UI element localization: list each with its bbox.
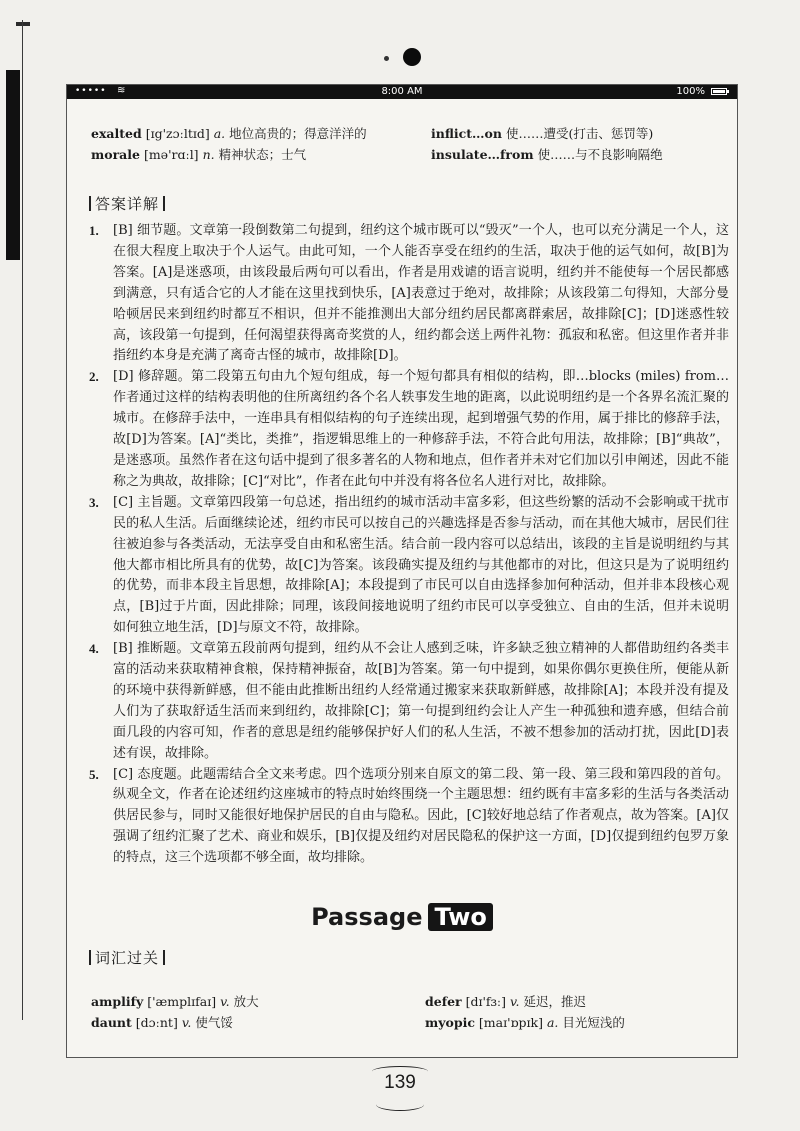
sensor-dot: [384, 56, 389, 61]
camera-icon: [403, 48, 421, 66]
answer-item: 1. [B] 细节题。文章第一段倒数第二句提到，纽约这个城市既可以“毁灭”一个人，也可以充分满足一个人，这在很大程度上取决于个人运气。由此可知，一个人能否享受在纽约的生活，取决于他的运气如何，故[B]为答案。[A]是迷惑项，由该段最后两句可以看出，作者是用戏谑的语言说明，纽约并不能使每一个居民都感到满意，只有适合它的人才能在这里找到快乐，[A]表意过于绝对，故排除；从该段第二句得知，大部分曼哈顿居民来到纽约时都互不相识，但并不能推测出大部分纽约居民都离群索居，故排除[C]；[D]迷惑性较高，该段第一句提到，任何渴望获得离奇奖赏的人，纽约都会送上两件礼物：孤寂和私密。但这里作者并非指纽约本身是充满了离奇古怪的城市，故排除[D]。: [89, 223, 729, 364]
status-bar: [67, 85, 737, 99]
vocab-item: amplify ['æmplɪfaɪ] v. 放大: [91, 994, 259, 1009]
status-time: 8:00 AM: [381, 86, 423, 97]
answer-item: 3. [C] 主旨题。文章第四段第一句总述，指出纽约的城市活动丰富多彩，但这些纷繁的活动不会影响或干扰市民的私人生活。后面继续论述，纽约市民可以按自己的兴趣选择是否参与活动，而在其他大城市，居民们往往被迫参与各类活动，无法享受自由和私密生活。结合前一段内容可以总结出，该段的主旨是说明纽约与其他大都市相比所具有的优势，故[C]为答案。该段确实提及纽约与其他都市的对比，但这只是为了说明纽约的优势，而非本段主旨思想，故排除[A]；本段提到了市民可以自由选择参加何种活动，但并非本段核心观点，[B]过于片面，因此排除；同理，该段间接地说明了纽约市民可以享受独立、自由的生活，但并未说明如何独立地生活，[D]与原文不符，故排除。: [89, 494, 729, 636]
binding-mark: [6, 70, 20, 260]
vocab-item: myopic [maɪ'ɒpɪk] a. 目光短浅的: [425, 1015, 625, 1030]
battery-icon: [711, 88, 727, 95]
vocab-item: exalted [ɪg'zɔːltɪd] a. 地位高贵的；得意洋洋的: [91, 126, 367, 141]
vocab-item: insulate…from 使……与不良影响隔绝: [431, 147, 663, 162]
answers-heading: 答案详解: [85, 193, 169, 214]
passage-title: Passage Two: [67, 903, 737, 931]
vocab-item: daunt [dɔːnt] v. 使气馁: [91, 1015, 233, 1030]
tablet-screen: [66, 84, 738, 1058]
signal-icon: •••••: [75, 86, 107, 96]
answer-item: 2. [D] 修辞题。第二段第五句由九个短句组成，每一个短句都具有相似的结构，即…blocks (miles) from…作者通过这样的结构表明他的住所离纽约各个名人轶事发生地的距离，以此说明纽约是一个各界名流汇聚的城市。在修辞手法中，一连串具有相似结构的句子连续出现，起到增强气势的作用，属于排比的修辞手法，故[D]为答案。[A]“类比，类推”，指逻辑思维上的一种修辞手法，不符合此句用法，故排除；[B]“典故”，是迷惑项。虽然作者在这句话中提到了很多著名的人物和地点，但作者并未对它们加以引申阐述，因此不能称之为典故，故排除；[C]“对比”，作者在此句中并没有将各位名人进行对比，故排除。: [89, 369, 729, 489]
page-number-arc-bottom: [376, 1098, 424, 1111]
vocab-item: inflict…on 使……遭受(打击、惩罚等): [431, 126, 654, 141]
answers-list: [89, 221, 729, 869]
vocab-item: morale [mə'rɑːl] n. 精神状态；士气: [91, 147, 307, 162]
passage-number-badge: Two: [428, 903, 492, 931]
binding-top-mark: [16, 22, 30, 26]
binding-line: [22, 20, 23, 1020]
vocab-heading: 词汇过关: [85, 947, 169, 968]
battery-percent: 100%: [676, 86, 705, 97]
page-number: 139: [384, 1072, 416, 1093]
answer-item: 4. [B] 推断题。文章第五段前两句提到，纽约从不会让人感到乏味，许多缺乏独立精神的人都借助纽约各类丰富的活动来获取精神食粮，保持精神振奋，故[B]为答案。第一句中提到，如果你偶尔更换住所，便能从新的环境中获得新鲜感，但不能由此推断出纽约人经常通过搬家来获取新鲜感，故排除[A]；本段并没有提及人们为了获取舒适生活而来到纽约，故排除[C]；第一句提到纽约会让人产生一种孤独和遗弃感，但结合前面几段的内容可知，作者的意思是纽约能够保护好人们的私人生活，不被不想参加的活动打扰，因此[D]表述有误，故排除。: [89, 641, 729, 761]
vocab-item: defer [dɪ'fɜː] v. 延迟，推迟: [425, 994, 587, 1009]
answer-item: 5. [C] 态度题。此题需结合全文来考虑。四个选项分别来自原文的第二段、第一段、第三段和第四段的首句。纵观全文，作者在论述纽约这座城市的特点时始终围绕一个主题思想：纽约既有丰富多彩的生活与各类活动供居民参与，同时又能很好地保护居民的自由与隐私。因此，[C]较好地总结了作者观点，故为答案。[A]仅强调了纽约汇聚了艺术、商业和娱乐，[B]仅提及纽约对居民隐私的保护这一方面，[D]仅提到纽约包罗万象的特点，这三个选项都不够全面，故均排除。: [89, 766, 729, 866]
wifi-icon: ≋: [117, 85, 126, 96]
